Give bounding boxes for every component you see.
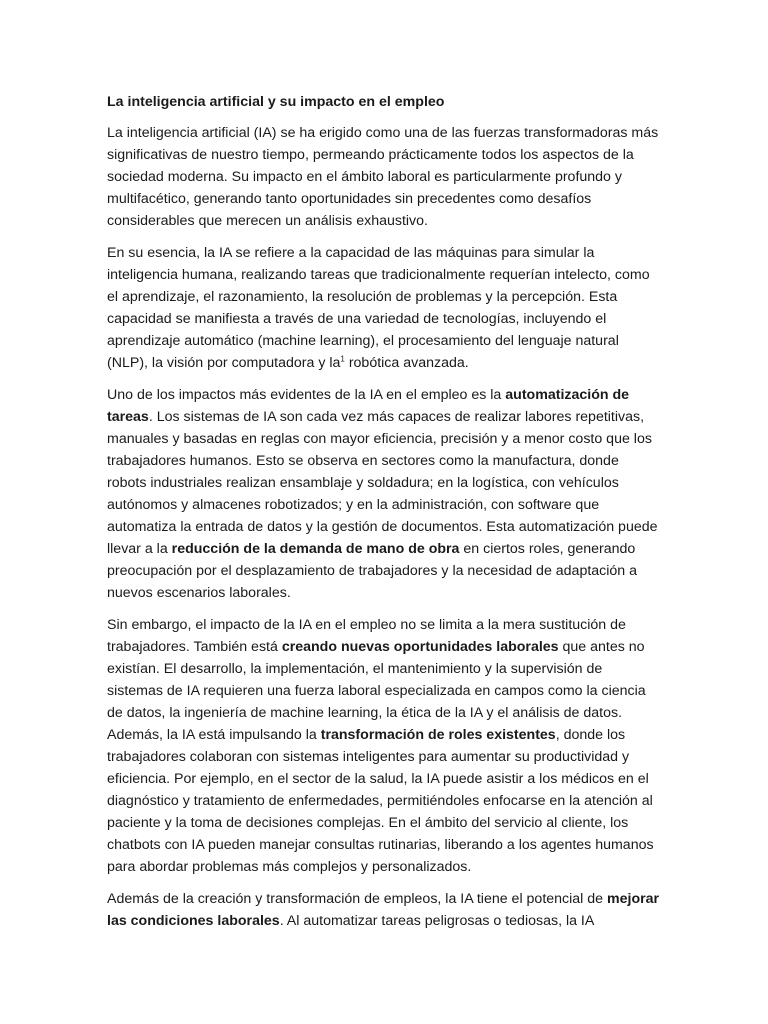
text-run: Además de la creación y transformación de empleos, la IA tiene el potencial de: [107, 891, 607, 907]
text-run: en ciertos roles, generando preocupación por el desplazamiento de trabajadores y la necesidad de adaptación a nuevos escenarios laborales.: [107, 541, 638, 601]
bold-phrase: transformación de roles existentes: [320, 727, 556, 743]
text-run: . Al automatizar tareas peligrosas o tediosas, la IA: [279, 913, 595, 929]
paragraph: [107, 614, 662, 878]
text-run: robótica avanzada.: [344, 355, 469, 371]
paragraph: [107, 384, 662, 604]
text-run: que antes no existían. El desarrollo, la implementación, el mantenimiento y la supervisión de sistemas de IA requieren una fuerza laboral especializada en campos como la ciencia de datos, la ingeniería de machine learning, la ética de la IA y el análisis de datos. Además, la IA está impulsando la: [107, 639, 646, 743]
text-run: La inteligencia artificial (IA) se ha erigido como una de las fuerzas transformadoras más significativas de nuestro tiempo, permeando prácticamente todos los aspectos de la sociedad moderna. Su impacto en el ámbito laboral es particularmente profundo y multifacético, generando tanto oportunidades sin precedentes como desafíos considerables que merecen un análisis exhaustivo.: [107, 125, 659, 229]
paragraph: [107, 242, 662, 374]
bold-phrase: mejorar las condiciones laborales: [107, 891, 660, 929]
text-run: Sin embargo, el impacto de la IA en el empleo no se limita a la mera sustitución de trabajadores. También está: [107, 617, 626, 655]
document-title: La inteligencia artificial y su impacto en el empleo: [107, 94, 445, 110]
bold-phrase: automatización de tareas: [107, 387, 630, 425]
paragraph: [107, 888, 662, 932]
footnote-marker: 1: [340, 354, 345, 364]
text-run: , donde los trabajadores colaboran con sistemas inteligentes para aumentar su productividad y eficiencia. Por ejemplo, en el sector de la salud, la IA puede asistir a los médicos en el diagnóstico y tratamiento de enfermedades, permitiéndoles enfocarse en la atención al paciente y la toma de decisiones complejas. En el ámbito del servicio al cliente, los chatbots con IA pueden manejar consultas rutinarias, liberando a los agentes humanos para abordar problemas más complejos y personalizados.: [107, 727, 654, 875]
paragraph: [107, 122, 662, 232]
paragraph-list: [107, 122, 662, 932]
bold-phrase: reducción de la demanda de mano de obra: [171, 541, 460, 557]
text-run: Uno de los impactos más evidentes de la IA en el empleo es la: [107, 387, 506, 403]
text-run: . Los sistemas de IA son cada vez más capaces de realizar labores repetitivas, manuales y basadas en reglas con mayor eficiencia, precisión y a menor costo que los trabajadores humanos. Esto se observa en sectores como la manufactura, donde robots industriales realizan ensamblaje y soldadura; en la logística, con vehículos autónomos y almacenes robotizados; y en la administración, con software que automatiza la entrada de datos y la gestión de documentos. Esta automatización puede llevar a la: [107, 409, 658, 557]
bold-phrase: creando nuevas oportunidades laborales: [281, 639, 559, 655]
text-run: En su esencia, la IA se refiere a la capacidad de las máquinas para simular la inteligencia humana, realizando tareas que tradicionalmente requerían intelecto, como el aprendizaje, el razonamiento, la resolución de problemas y la percepción. Esta capacidad se manifiesta a través de una variedad de tecnologías, incluyendo el aprendizaje automático (machine learning), el procesamiento del lenguaje natural (NLP), la visión por computadora y la: [107, 245, 650, 371]
document-body: [107, 91, 662, 942]
